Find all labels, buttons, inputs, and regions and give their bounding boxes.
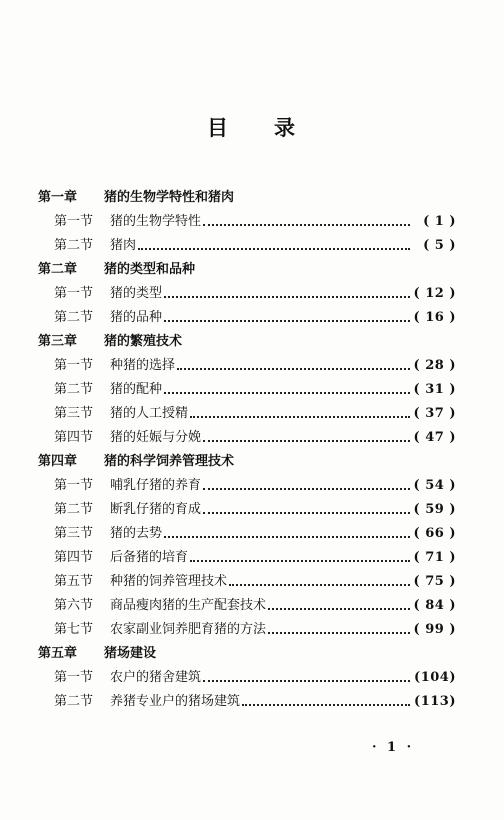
page-title xyxy=(0,112,504,142)
chapter-number: 第三章 xyxy=(38,334,78,349)
dot-leader xyxy=(203,488,410,490)
dot-leader xyxy=(164,392,410,394)
toc-entry xyxy=(38,378,456,402)
dot-leader xyxy=(203,440,410,442)
section-title: 农家副业饲养肥育猪的方法 xyxy=(110,622,267,637)
section-page-number: ( 31 ) xyxy=(413,382,456,397)
section-number: 第二节 xyxy=(54,382,94,397)
section-number: 第七节 xyxy=(54,622,94,637)
section-page-number: ( 54 ) xyxy=(413,478,456,493)
chapter-title: 猪的生物学特性和猪肉 xyxy=(104,190,235,205)
section-page-number: ( 66 ) xyxy=(413,526,456,541)
section-title: 猪的品种 xyxy=(110,310,163,325)
toc-entry xyxy=(38,522,456,546)
section-number: 第五节 xyxy=(54,574,94,589)
section-title: 猪的配种 xyxy=(110,382,163,397)
toc-entry xyxy=(38,474,456,498)
chapter-number: 第五章 xyxy=(38,646,78,661)
section-title: 猪的妊娠与分娩 xyxy=(110,430,202,445)
section-page-number: ( 84 ) xyxy=(413,598,456,613)
section-number: 第一节 xyxy=(54,670,94,685)
dot-leader xyxy=(203,680,410,682)
section-title: 猪的生物学特性 xyxy=(110,214,202,229)
chapter-title: 猪的繁殖技术 xyxy=(104,334,183,349)
toc-chapter xyxy=(38,330,456,354)
section-number: 第一节 xyxy=(54,286,94,301)
section-number: 第一节 xyxy=(54,214,94,229)
section-number: 第二节 xyxy=(54,694,94,709)
toc-entry xyxy=(38,498,456,522)
section-title: 断乳仔猪的育成 xyxy=(110,502,202,517)
section-page-number: ( 5 ) xyxy=(423,238,456,253)
toc-entry xyxy=(38,594,456,618)
section-number: 第一节 xyxy=(54,478,94,493)
section-number: 第三节 xyxy=(54,406,94,421)
title-char-1: 目 xyxy=(207,115,230,140)
section-number: 第三节 xyxy=(54,526,94,541)
section-title: 后备猪的培育 xyxy=(110,550,189,565)
section-title: 农户的猪舍建筑 xyxy=(110,670,202,685)
section-page-number: ( 28 ) xyxy=(413,358,456,373)
toc-entry xyxy=(38,354,456,378)
section-number: 第二节 xyxy=(54,502,94,517)
toc-chapter xyxy=(38,258,456,282)
section-page-number: ( 71 ) xyxy=(413,550,456,565)
section-number: 第四节 xyxy=(54,550,94,565)
chapter-number: 第一章 xyxy=(38,190,78,205)
section-title: 养猪专业户的猪场建筑 xyxy=(110,694,241,709)
section-page-number: (113) xyxy=(414,694,456,709)
section-title: 种猪的选择 xyxy=(110,358,176,373)
section-page-number: ( 75 ) xyxy=(413,574,456,589)
toc-entry xyxy=(38,690,456,714)
section-page-number: ( 47 ) xyxy=(413,430,456,445)
dot-leader xyxy=(242,704,410,706)
dot-leader xyxy=(229,584,410,586)
dot-leader xyxy=(190,560,410,562)
section-number: 第一节 xyxy=(54,358,94,373)
chapter-number: 第二章 xyxy=(38,262,78,277)
section-page-number: ( 16 ) xyxy=(413,310,456,325)
dot-leader xyxy=(164,536,410,538)
toc-entry xyxy=(38,570,456,594)
toc-entry xyxy=(38,234,456,258)
chapter-title: 猪的类型和品种 xyxy=(104,262,196,277)
section-title: 猪肉 xyxy=(110,238,137,253)
dot-leader xyxy=(203,224,410,226)
section-page-number: (104) xyxy=(414,670,456,685)
toc-entry xyxy=(38,426,456,450)
section-number: 第二节 xyxy=(54,238,94,253)
toc-chapter xyxy=(38,186,456,210)
dot-leader xyxy=(268,608,410,610)
page-number: · 1 · xyxy=(372,740,415,755)
section-page-number: ( 59 ) xyxy=(413,502,456,517)
toc-entry xyxy=(38,306,456,330)
section-page-number: ( 37 ) xyxy=(413,406,456,421)
section-title: 哺乳仔猪的养育 xyxy=(110,478,202,493)
toc-chapter xyxy=(38,450,456,474)
table-of-contents xyxy=(38,186,456,714)
dot-leader xyxy=(177,368,410,370)
dot-leader xyxy=(164,296,410,298)
dot-leader xyxy=(138,248,410,250)
title-char-2: 录 xyxy=(274,115,297,140)
dot-leader xyxy=(164,320,410,322)
section-page-number: ( 1 ) xyxy=(423,214,456,229)
section-title: 种猪的饲养管理技术 xyxy=(110,574,228,589)
section-number: 第二节 xyxy=(54,310,94,325)
toc-entry xyxy=(38,402,456,426)
chapter-number: 第四章 xyxy=(38,454,78,469)
section-page-number: ( 12 ) xyxy=(413,286,456,301)
dot-leader xyxy=(203,512,410,514)
section-page-number: ( 99 ) xyxy=(413,622,456,637)
toc-entry xyxy=(38,618,456,642)
toc-entry xyxy=(38,282,456,306)
section-title: 商品瘦肉猪的生产配套技术 xyxy=(110,598,267,613)
dot-leader xyxy=(190,416,410,418)
toc-entry xyxy=(38,666,456,690)
section-title: 猪的类型 xyxy=(110,286,163,301)
toc-entry xyxy=(38,546,456,570)
section-number: 第四节 xyxy=(54,430,94,445)
section-title: 猪的去势 xyxy=(110,526,163,541)
chapter-title: 猪的科学饲养管理技术 xyxy=(104,454,235,469)
toc-entry xyxy=(38,210,456,234)
section-title: 猪的人工授精 xyxy=(110,406,189,421)
toc-chapter xyxy=(38,642,456,666)
section-number: 第六节 xyxy=(54,598,94,613)
dot-leader xyxy=(268,632,410,634)
chapter-title: 猪场建设 xyxy=(104,646,157,661)
